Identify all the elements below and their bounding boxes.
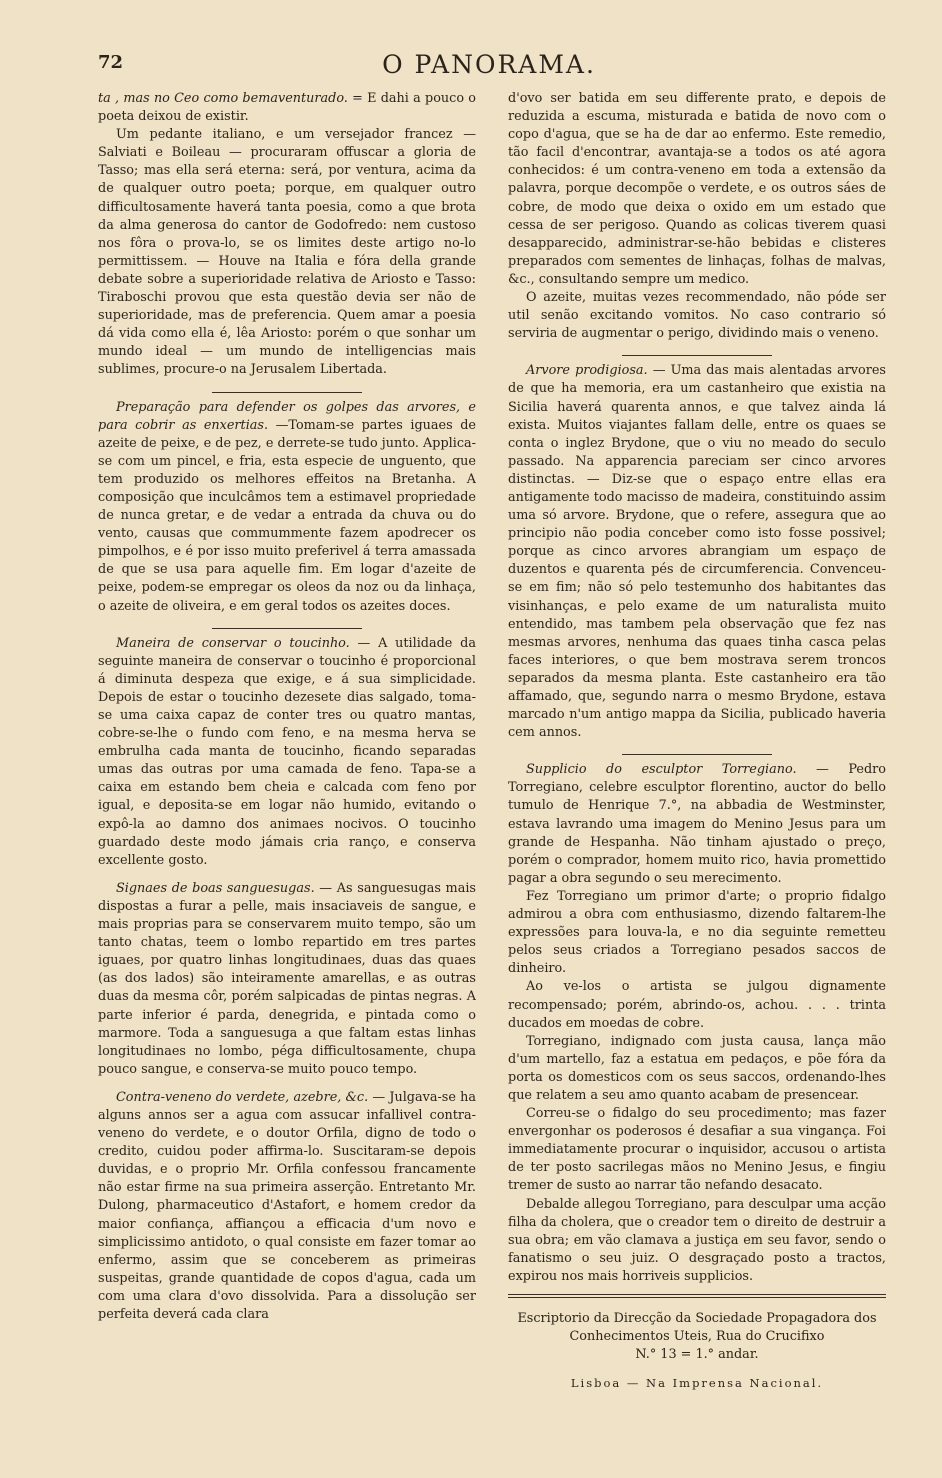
paragraph: Ao ve-los o artista se julgou dignamente recompensado; porém, abrindo-os, achou. . . . trinta ducados em moedas de cobre. bbox=[508, 979, 886, 1031]
article-title: Signaes de boas sanguesugas. bbox=[116, 880, 315, 896]
rule bbox=[508, 1294, 886, 1295]
article-title: Preparação para defender os golpes das arvores, e para cobrir as enxertias. bbox=[98, 399, 476, 433]
paragraph: Correu-se o fidalgo do seu procedimento; mas fazer envergonhar os poderosos é desafiar a sua vingança. Foi immediatamente procurar o inquisidor, accusou o artista de ter posto sacrilegas mãos no Menino Jesus, e fingiu tremer de susto ao narrar tão nefando desacato. bbox=[508, 1106, 886, 1194]
paragraph: O azeite, muitas vezes recommendado, não póde ser util senão excitando vomitos. No caso contrario só serviria de augmentar o perigo, dividindo mais o veneno. bbox=[508, 290, 886, 342]
page-number: 72 bbox=[98, 52, 124, 73]
printer-line: Lisboa — Na Imprensa Nacional. bbox=[570, 1376, 824, 1391]
paragraph: ta , mas no Ceo como bemaventurado. = E dahi a pouco o poeta deixou de existir. bbox=[98, 91, 476, 125]
paragraph: d'ovo ser batida em seu differente prato, e depois de reduzida a escuma, misturada e batida de novo com o copo d'agua, que se ha de dar ao enfermo. Este remedio, tão facil d'encontrar, avantaja-se a todos os até agora conhecidos: é um contra-veneno em toda a extensão da palavra, porque decompõe o verdete, e os outros sáes de cobre, de modo que deixa o oxido em um estado que cessa de ser perigoso. Quando as colicas tiverem quasi desapparecido, administrar-se-hão bebidas e clisteres preparados com sementes de linhaças, folhas de malvas, &c., consultando sempre um medico. bbox=[508, 91, 886, 287]
continued-phrase: ta , mas no Ceo como bemaventurado. bbox=[98, 91, 348, 106]
paragraph: Fez Torregiano um primor d'arte; o proprio fidalgo admirou a obra com enthusiasmo, dizendo faltarem-lhe expressões para louva-la, e no dia seguinte remetteu pelos seus criados a Torregiano pesados saccos de dinheiro. bbox=[508, 888, 886, 977]
left-column bbox=[98, 90, 476, 1460]
right-column bbox=[508, 90, 886, 1460]
article-sanguesugas: Signaes de boas sanguesugas. — As sanguesugas mais dispostas a furar a pelle, mais insaciaveis de sangue, e mais proprias para se conservarem muito tempo, são um tanto chatas, teem o lombo repartido em tres partes iguaes, por quatro linhas longitudinaes, duas das quaes (as dos lados) são inteiramente amarellas, e as outras duas da mesma côr, porém salpicadas de pintas negras. A parte inferior é parda, denegrida, e pintada como o marmore. Toda a sanguesuga a que faltam estas linhas longitudinaes no lombo, péga difficultosamente, chupa pouco sangue, e conserva-se muito pouco tempo. bbox=[98, 880, 476, 1077]
section-divider bbox=[212, 392, 362, 393]
article-title: Maneira de conservar o toucinho. bbox=[116, 635, 350, 651]
article-toucinho: Maneira de conservar o toucinho. — A utilidade da seguinte maneira de conservar o toucinho é proporcional á diminuta despeza que exige, e á sua simplicidade. Depois de estar o toucinho dezesete dias salgado, toma-se uma caixa capaz de conter tres ou quatro mantas, cobre-se-lhe o fundo com feno, e na mesma herva se embrulha cada manta de toucinho, ficando separadas umas das outras por uma camada de feno. Tapa-se a caixa em estando bem cheia e calcada com feno por igual, e deposita-se em logar não humido, evitando o expô-la ao damno dos animaes nocivos. O toucinho guardado deste modo jámais cria ranço, e conserva excellente gosto. bbox=[98, 635, 476, 868]
section-divider bbox=[622, 355, 772, 356]
paragraph: Um pedante italiano, e um versejador francez — Salviati e Boileau — procuraram offuscar a gloria de Tasso; mas ella será eterna: será, por ventura, acima da de qualquer outro poeta; porque, em qualquer outro difficultosamente haverá tanta poesia, como a que brota da alma generosa do cantor de Godofredo: nem custoso nos fôra o prova-lo, se os limites deste artigo no-lo permittissem. — Houve na Italia e fóra della grande debate sobre a superioridade relativa de Ariosto e Tasso: Tiraboschi provou que esta questão devia ser não de superioridade, mas de preferencia. Quem amar a poesia dá vida como ella é, lêa Ariosto: porém o que sonhar um mundo ideal — um mundo de intelligencias mais sublimes, procure-o na Jerusalem Libertada. bbox=[98, 127, 476, 378]
section-divider bbox=[622, 754, 772, 755]
page-header bbox=[98, 50, 880, 80]
article-title: Supplicio do esculptor Torregiano. bbox=[526, 762, 797, 778]
paragraph: Torregiano, indignado com justa causa, lança mão d'um martello, faz a estatua em pedaços, e põe fóra da porta os domesticos com os seus saccos, ordenando-lhes que relatem a seu amo quanto acabam de presencear. bbox=[508, 1033, 886, 1103]
section-divider bbox=[212, 628, 362, 629]
article-title: Contra-veneno do verdete, azebre, &c. bbox=[116, 1089, 369, 1105]
imprint bbox=[508, 1310, 886, 1364]
article-arvore: Arvore prodigiosa. — Uma das mais alentadas arvores de que ha memoria, era um castanheiro que existia na Sicilia haverá quarenta annos, e que talvez ainda lá exista. Muitos viajantes fallam delle, entre os quaes se conta o inglez Brydone, que o viu no meado do seculo passado. Na apparencia pareciam ser cinco arvores distinctas. — Diz-se que o espaço entre ellas era antigamente todo macisso de madeira, constituindo assim uma só arvore. Brydone, que o refere, assegura que ao principio não podia conceber como isto fosse possivel; porque as cinco arvores abrangiam um espaço de duzentos e quarenta pés de circumferencia. Convenceu-se em fim; não só pelo testemunho dos habitantes das visinhanças, e pelo exame de um naturalista muito entendido, mas tambem pela observação que fez nas mesmas arvores, nenhuma das quaes tinha casca pelas faces interiores, o que bem mostrava serem troncos separados da mesma planta. Este castanheiro era tão affamado, que, segundo narra o mesmo Brydone, estava marcado n'um antigo mappa da Sicilia, publicado haveria cem annos. bbox=[508, 363, 886, 741]
rule bbox=[508, 1297, 886, 1298]
article-contra-veneno: Contra-veneno do verdete, azebre, &c. — Julgava-se ha alguns annos ser a agua com assucar infallivel contra-veneno do verdete, e o doutor Orfila, digno de todo o credito, cuidou poder affirma-lo. Suscitaram-se depois duvidas, e o proprio Mr. Orfila confessou francamente não estar firme na sua primeira asserção. Entretanto Mr. Dulong, pharmaceutico d'Astafort, e homem credor da maior confiança, affiançou a efficacia d'um novo e simplicissimo antidoto, o qual consiste em fazer tomar ao enfermo, assim que se conceberem as primeiras suspeitas, grande quantidade de copos d'agua, cada um com uma clara d'ovo dissolvida. Para a dissolução ser perfeita deverá cada clara bbox=[98, 1089, 476, 1322]
paragraph: Debalde allegou Torregiano, para desculpar uma acção filha da cholera, que o creador tem o direito de destruir a sua obra; em vão clamava a justiça em seu favor, sendo o fanatismo o seu juiz. O desgraçado posto a tractos, expirou nos mais horriveis supplicios. bbox=[508, 1196, 886, 1284]
article-title: Arvore prodigiosa. bbox=[526, 363, 648, 379]
imprint-office: Escriptorio da Direcção da Sociedade Propagadora dos Conhecimentos Uteis, Rua do Crucifixo bbox=[517, 1311, 877, 1345]
publication-title: O PANORAMA. bbox=[382, 50, 596, 79]
article-torregiano: Supplicio do esculptor Torregiano. — Pedro Torregiano, celebre esculptor florentino, auctor do bello tumulo de Henrique 7.°, na abbadia de Westminster, estava lavrando uma imagem do Menino Jesus para um grande de Hespanha. Não tinham ajustado o preço, porém o comprador, homem muito rico, havia promettido pagar a obra segundo o seu merecimento. bbox=[508, 762, 886, 886]
imprint-address: N.° 13 = 1.° andar. bbox=[635, 1347, 759, 1363]
article-preparacao: Preparação para defender os golpes das arvores, e para cobrir as enxertias. —Tomam-se partes iguaes de azeite de peixe, e de pez, e derrete-se tudo junto. Applica-se com um pincel, e fria, esta especie de unguento, que tem produzido os melhores effeitos na Bretanha. A composição que inculcâmos tem a estimavel propriedade de nunca gretar, e de vedar a entrada da chuva ou do vento, causas que commummente fazem apodrecer os pimpolhos, e é por isso muito preferivel á terra amassada de que se usa para aquelle fim. Em logar d'azeite de peixe, podem-se empregar os oleos da noz ou da linhaça, o azeite de oliveira, e em geral todos os azeites doces. bbox=[98, 399, 476, 614]
